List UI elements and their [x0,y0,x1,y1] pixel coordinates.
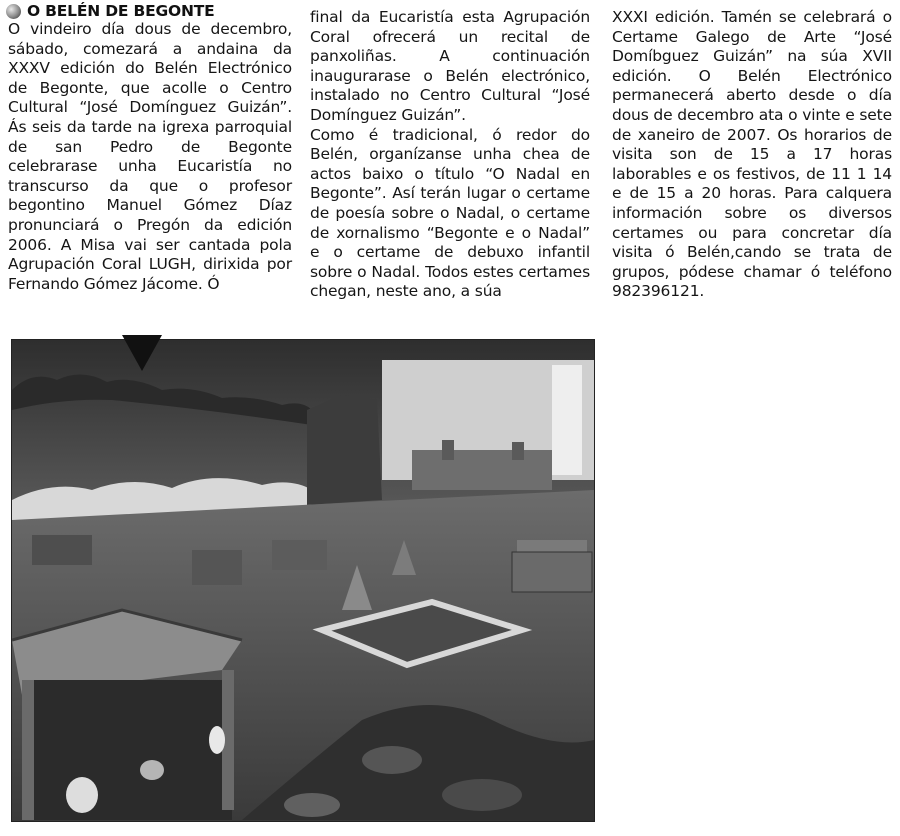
paragraph-3: Como é tradicional, ó redor do Belén, organízanse unha chea de actos baixo o título “O Nadal en Begonte”. Así terán lugar o certame de poesía sobre o Nadal, o certame de xornalismo “Begonte e o Nadal” e o certame de debuxo infantil sobre o Nadal. Todos estes certames chegan, neste ano, a súa [310,125,590,301]
paragraph-4: XXXI edición. Tamén se celebrará o Certame Galego de Arte “José Domíbguez Guizán” na súa XVII edición. O Belén Electrónico permanecerá aberto desde o día dous de decembro ata o vinte e sete de xaneiro de 2007. Os horarios de visita son de 15 a 17 horas laborables e os festivos, de 11 1 14 e de 15 a 20 horas. Para calquera información sobre os diversos certames ou para concretar día visita ó Belén,cando se trata de grupos, pódese chamar ó teléfono 982396121. [612,8,892,301]
nativity-scene-photo [11,339,595,822]
article-heading [6,1,215,21]
article-title: O BELÉN DE BEGONTE [27,2,215,20]
triangle-pointer-icon [122,335,162,371]
article-column-2 [310,8,590,302]
article-column-1 [8,20,292,294]
article-column-3 [612,8,892,302]
sphere-bullet-icon [6,4,21,19]
paragraph-1: O vindeiro día dous de decembro, sábado, comezará a andaina da XXXV edición do Belén Electrónico de Begonte, que acolle o Centro Cultural “José Domínguez Guizán”. Ás seis da tarde na igrexa parroquial de san Pedro de Begonte celebrarase unha Eucaristía no transcurso da que o profesor begontino Manuel Gómez Díaz pronunciará o Pregón da edición 2006. A Misa vai ser cantada pola Agrupación Coral LUGH, dirixida por Fernando Gómez Jácome. Ó [8,20,292,293]
paragraph-2: final da Eucaristía esta Agrupación Coral ofrecerá un recital de panxoliñas. A continuación inaugurarase o Belén electrónico, instalado no Centro Cultural “José Domínguez Guizán”. [310,8,590,124]
nativity-scene-illustration [12,340,594,821]
